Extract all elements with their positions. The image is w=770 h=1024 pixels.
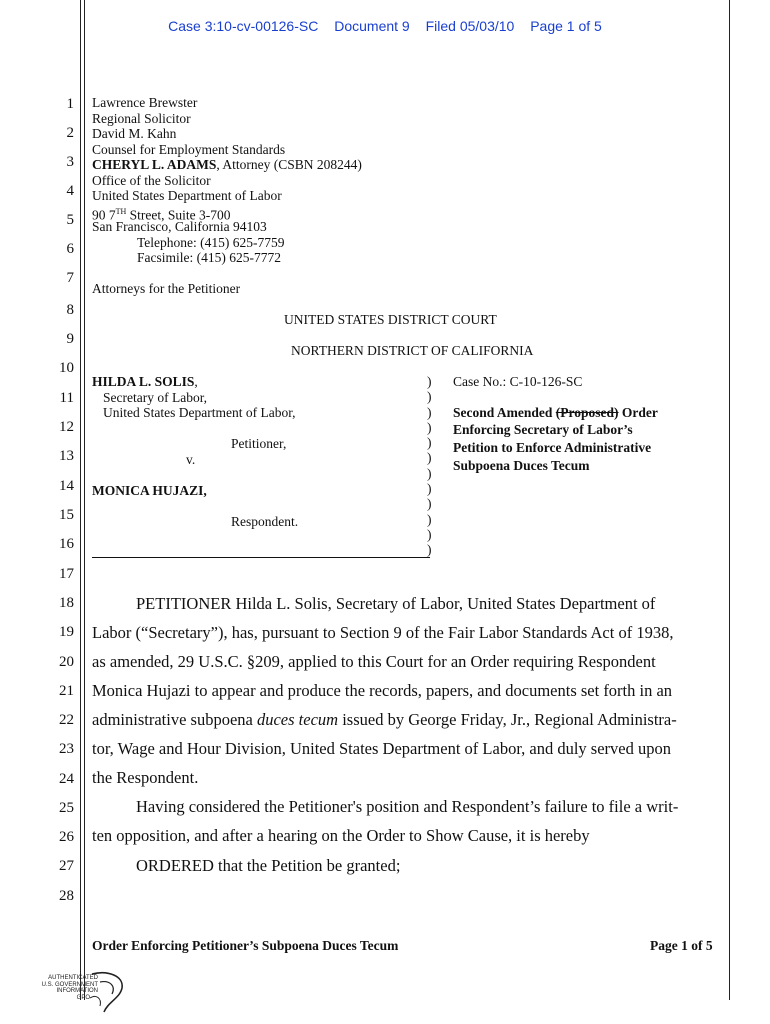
order-title-line3-text: Petition to Enforce Administrative	[453, 440, 652, 455]
footer-title	[92, 938, 398, 954]
line-number: 3	[66, 154, 74, 170]
line-number: 11	[59, 390, 74, 406]
counsel-line: Regional Solicitor	[92, 110, 191, 126]
attorneys-for-line: Attorneys for the Petitioner	[92, 281, 241, 296]
left-margin-rule-outer	[80, 0, 81, 1000]
right-margin-rule	[729, 0, 730, 1000]
line-number: 4	[66, 183, 74, 199]
body-line: the Respondent.	[92, 768, 199, 787]
line-number: 25	[59, 800, 74, 816]
line-number: 16	[59, 536, 74, 552]
body-line: Labor (“Secretary”), has, pursuant to Section 9 of the Fair Labor Standards Act of 1938,	[92, 623, 674, 642]
order-title-line3	[453, 440, 651, 456]
line-number: 9	[66, 331, 74, 347]
line-number: 18	[59, 595, 74, 611]
duces-tecum-italic: duces tecum	[256, 710, 339, 729]
counsel-line: United States Department of Labor	[92, 188, 282, 203]
line-number: 2	[66, 125, 74, 141]
street-number: 90 7	[92, 207, 116, 222]
caption-parentheses: ) ) ) ) ) ) ) ) ) ) ) )	[427, 374, 432, 558]
line-number: 26	[59, 829, 74, 845]
attorney-name: CHERYL L. ADAMS	[92, 157, 217, 172]
counsel-line: Office of the Solicitor	[92, 172, 211, 188]
attorney-credentials: , Attorney (CSBN 208244)	[216, 157, 362, 172]
court-name: UNITED STATES DISTRICT COURT	[284, 312, 497, 327]
struck-proposed: (Proposed)	[555, 405, 619, 420]
counsel-line: Lawrence Brewster	[92, 95, 198, 110]
body-line: ORDERED that the Petition be granted;	[136, 856, 401, 875]
order-title-line2	[453, 422, 633, 438]
counsel-attorney-line	[92, 157, 362, 173]
body-line: Having considered the Petitioner's position and Respondent’s failure to file a writ-	[136, 797, 679, 816]
counsel-line: David M. Kahn	[92, 126, 177, 141]
counsel-facsimile: Facsimile: (415) 625-7772	[137, 250, 281, 265]
line-number: 21	[59, 683, 74, 699]
street-ordinal: TH	[115, 206, 127, 216]
line-number: 28	[59, 888, 74, 904]
line-number: 27	[59, 858, 74, 874]
footer-page	[650, 938, 713, 954]
line-number: 23	[59, 741, 74, 757]
petitioner-department: United States Department of Labor,	[103, 405, 296, 420]
counsel-line: Counsel for Employment Standards	[92, 141, 286, 157]
footer-title-text: Order Enforcing Petitioner’s Subpoena Duces Tecum	[92, 938, 399, 953]
order-title-word: Order	[618, 405, 658, 420]
header-filed-date: Filed 05/03/10	[425, 18, 515, 34]
order-title-line2-text: Enforcing Secretary of Labor’s	[453, 422, 633, 437]
respondent-name	[92, 483, 207, 499]
line-number: 12	[59, 419, 74, 435]
body-line: tor, Wage and Hour Division, United States Department of Labor, and duly served upon	[92, 739, 671, 758]
line-number: 5	[66, 212, 74, 228]
line-number: 24	[59, 771, 74, 787]
gpo-text: GPO	[76, 994, 90, 1001]
counsel-telephone: Telephone: (415) 625-7759	[137, 234, 285, 250]
respondent-name-text: MONICA HUJAZI,	[92, 483, 207, 498]
body-line: ten opposition, and after a hearing on the Order to Show Cause, it is hereby	[92, 826, 590, 845]
respondent-role: Respondent.	[231, 514, 299, 529]
petitioner-title: Secretary of Labor,	[103, 389, 208, 405]
line-number: 10	[59, 360, 74, 376]
header-case-number: Case 3:10-cv-00126-SC	[168, 18, 319, 34]
body-line: PETITIONER Hilda L. Solis, Secretary of Labor, United States Department of	[136, 594, 656, 613]
counsel-line: San Francisco, California 94103	[92, 219, 267, 234]
street-rest: Street, Suite 3-700	[126, 207, 231, 222]
versus: v.	[186, 452, 196, 467]
body-text: administrative subpoena	[92, 710, 257, 729]
body-text: issued by George Friday, Jr., Regional Administra-	[338, 710, 677, 729]
order-title-line4-text: Subpoena Duces Tecum	[453, 458, 590, 473]
line-number: 20	[59, 654, 74, 670]
case-number: Case No.: C-10-126-SC	[453, 374, 583, 389]
line-number: 17	[59, 566, 74, 582]
body-line: Monica Hujazi to appear and produce the records, papers, and documents set forth in an	[92, 681, 673, 700]
line-number: 1	[66, 96, 74, 112]
gpo-text: AUTHENTICATED	[48, 975, 98, 981]
gpo-eagle-icon	[30, 968, 130, 1018]
line-number: 7	[66, 270, 74, 286]
gpo-text: INFORMATION	[56, 988, 98, 994]
body-line-subpoena	[92, 710, 677, 730]
gpo-text: U.S. GOVERNMENT	[41, 981, 98, 988]
petitioner-name-text: HILDA L. SOLIS	[92, 374, 195, 389]
line-number: 22	[59, 712, 74, 728]
caption-underline	[92, 557, 430, 558]
line-number: 8	[66, 302, 74, 318]
order-title-line4	[453, 458, 590, 474]
line-number: 14	[59, 478, 74, 494]
petitioner-role: Petitioner,	[231, 436, 287, 451]
line-number: 15	[59, 507, 74, 523]
body-line: as amended, 29 U.S.C. §209, applied to this Court for an Order requiring Respondent	[92, 652, 656, 671]
order-title-prefix: Second Amended	[453, 405, 556, 420]
line-number: 6	[66, 241, 74, 257]
header-page: Page 1 of 5	[530, 18, 602, 34]
court-district: NORTHERN DISTRICT OF CALIFORNIA	[291, 343, 534, 358]
left-margin-rule-inner	[84, 0, 85, 1000]
petitioner-name: HILDA L. SOLIS,	[92, 374, 198, 389]
filing-header	[0, 18, 770, 34]
line-number: 13	[59, 448, 74, 464]
footer-page-text: Page 1 of 5	[650, 938, 713, 953]
order-title-line1	[453, 405, 658, 421]
line-number: 19	[59, 624, 74, 640]
header-document: Document 9	[334, 18, 410, 34]
